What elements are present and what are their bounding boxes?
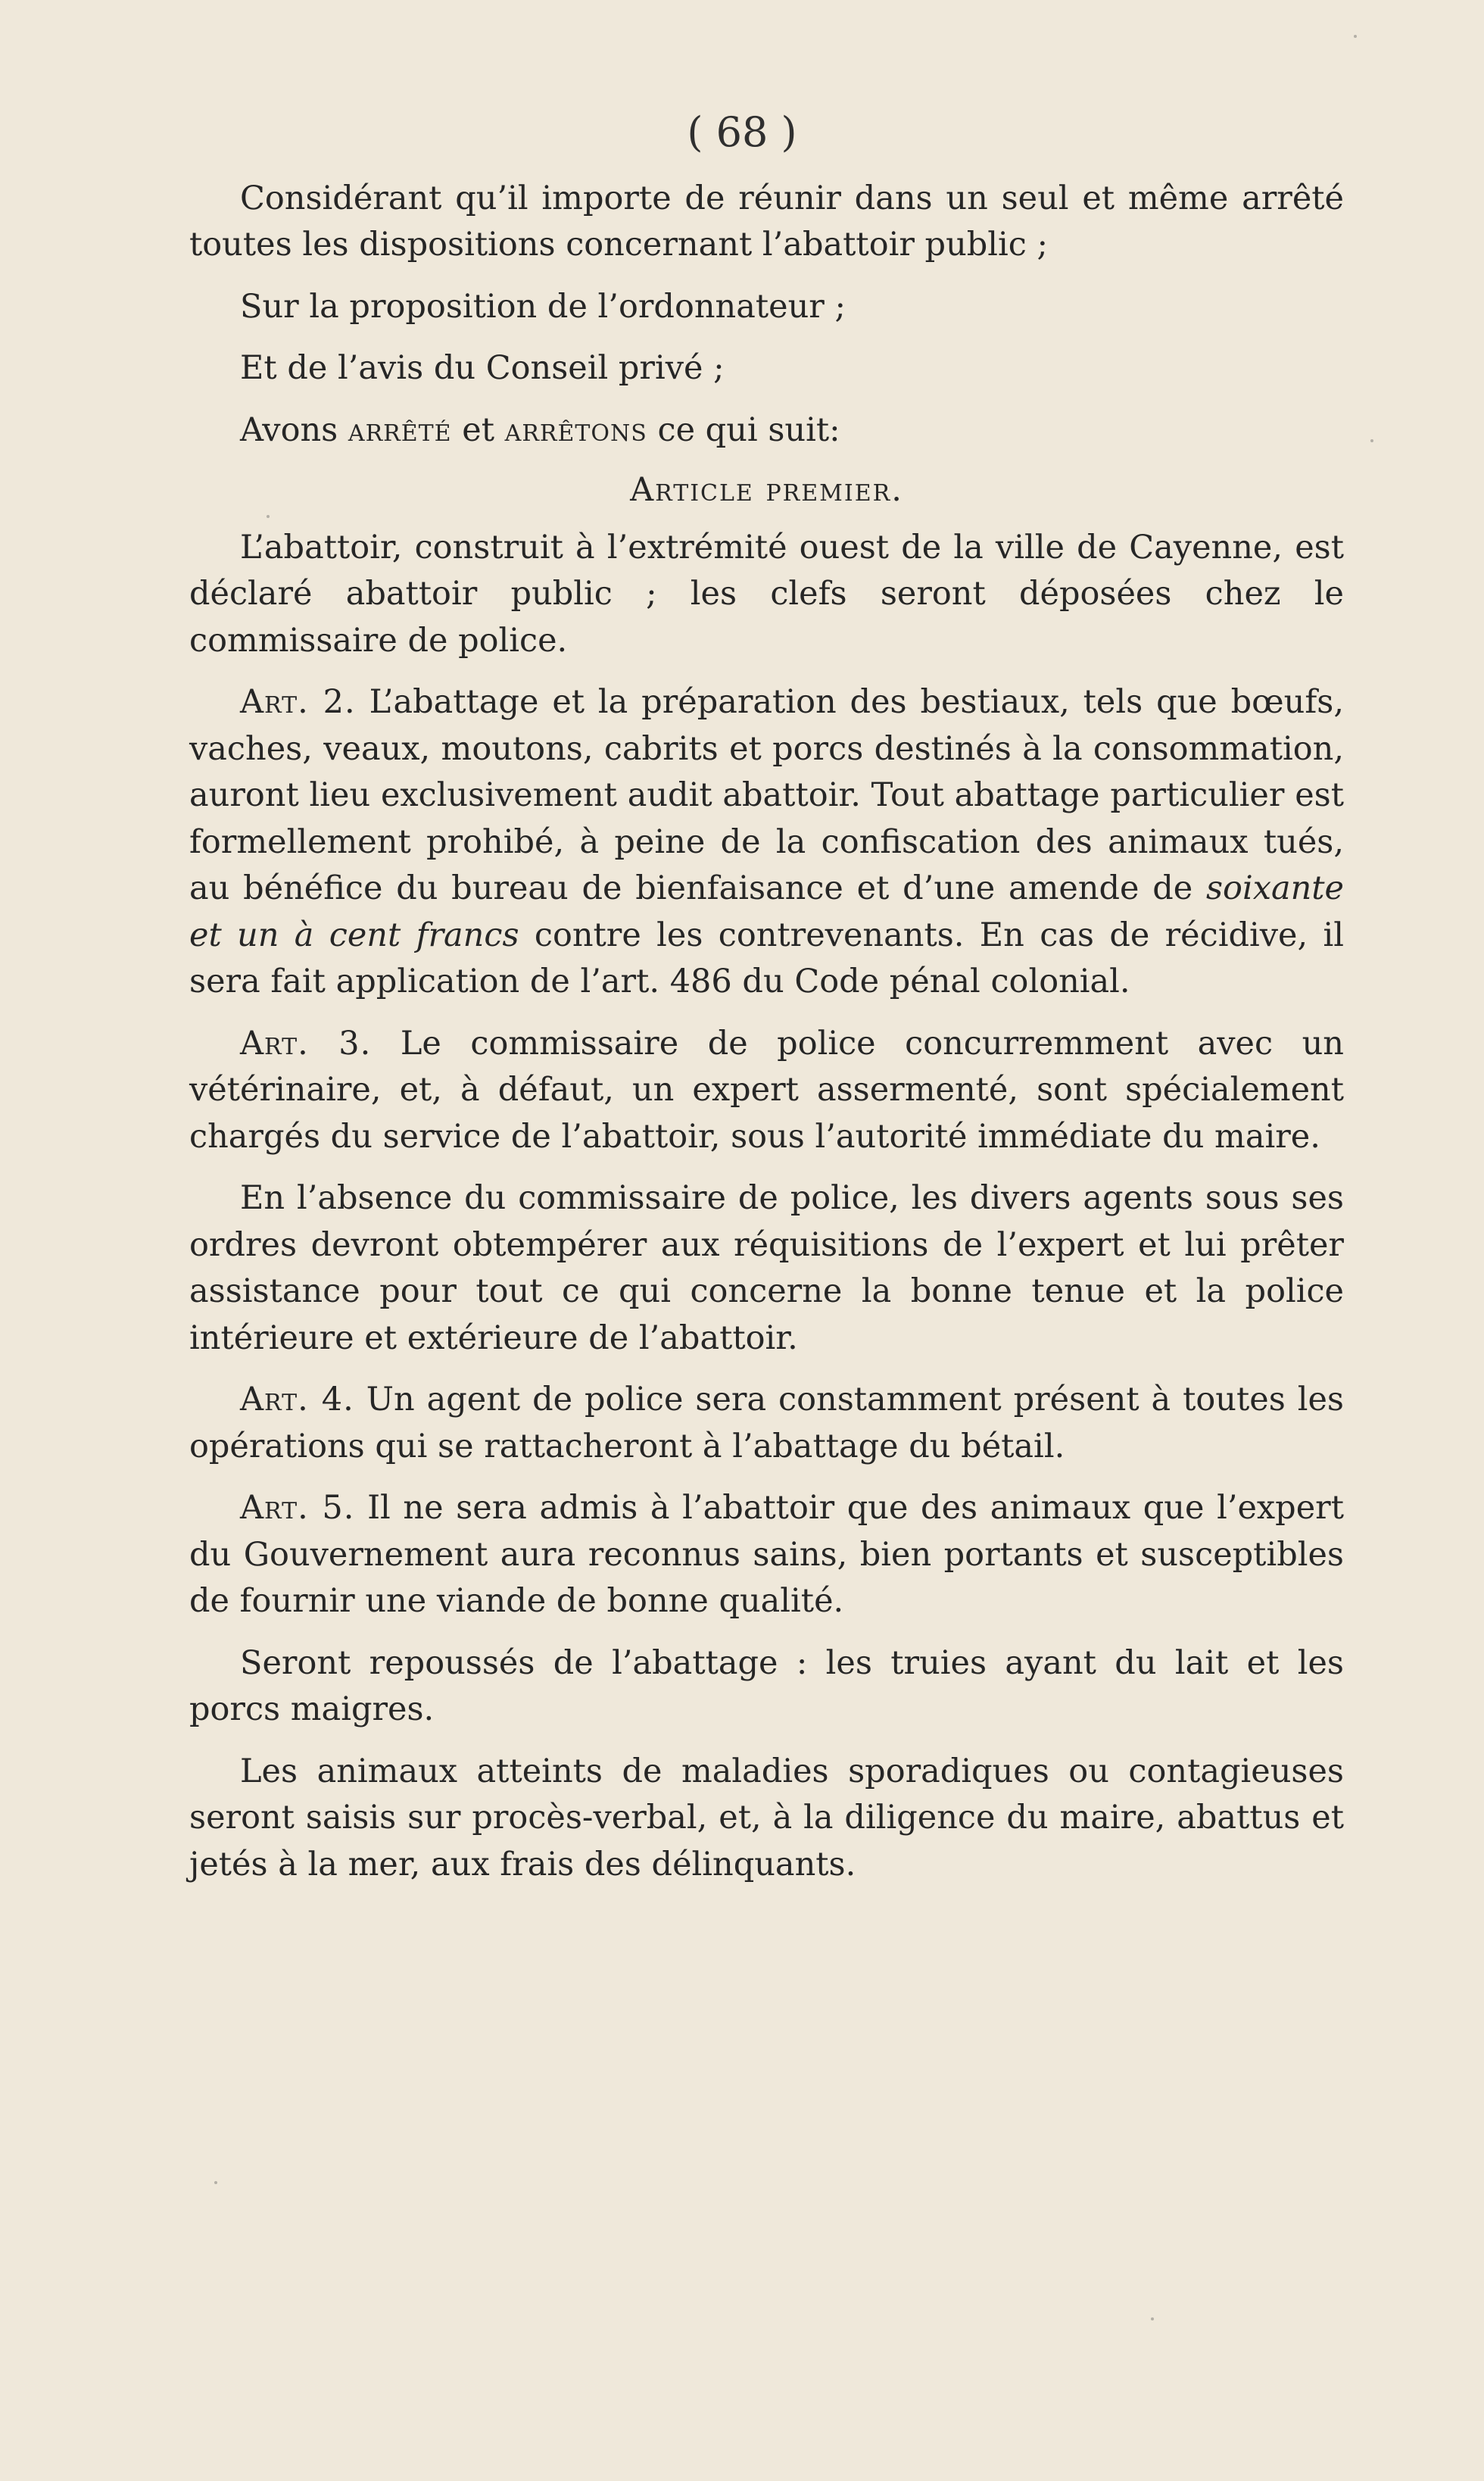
paper-speck (1151, 2317, 1154, 2320)
paragraph-article-4 (189, 1377, 1344, 1470)
paragraph-absence-commissaire: En l’absence du commissaire de police, les divers agents sous ses ordres devront obtempérer aux réquisitions de l’expert et lui prêter assistance pour tout ce qui concerne la bonne tenue et la police intérieure et extérieure de l’abattoir. (189, 1179, 1344, 1357)
article-2-label: Art. 2. (240, 683, 356, 722)
article-5-text: Il ne sera admis à l’abattoir que des animaux que l’expert du Gouvernement aura reconnus sains, bien portants et susceptibles de fournir une viande de bonne qualité. (189, 1489, 1344, 1621)
paragraph-article-3 (189, 1021, 1344, 1160)
paragraph-animaux-atteints: Les animaux atteints de maladies sporadiques ou contagieuses seront saisis sur procès-verbal, et, à la diligence du maire, abattus et jetés à la mer, aux frais des délinquants. (189, 1752, 1344, 1883)
article-heading: Article premier. (630, 471, 903, 510)
decree-lead: Avons (240, 410, 348, 449)
paragraph-article-2 (189, 679, 1344, 1005)
page-content (189, 176, 1344, 1903)
article-2-text-after: contre les contrevenants. En cas de récidive, il sera fait application de l’art. 486 du Code pénal colonial. (189, 916, 1344, 1001)
paper-speck (1354, 35, 1357, 38)
article-2-italic-amount: soixante et un à cent francs (189, 869, 1344, 954)
decree-tail: ce qui suit: (647, 410, 840, 449)
paragraph-decree (189, 407, 1344, 454)
paragraph-considerant: Considérant qu’il importe de réunir dans un seul et même arrêté toutes les dispositions concernant l’abattoir public ; (189, 179, 1344, 264)
paragraph-article-1: L’abattoir, construit à l’extrémité ouest de la ville de Cayenne, est déclaré abattoir public ; les clefs seront déposées chez le commissaire de police. (189, 528, 1344, 660)
paper-speck (267, 515, 270, 518)
article-4-label: Art. 4. (240, 1381, 354, 1419)
paper-speck (920, 1098, 923, 1101)
decree-mid: et (451, 410, 505, 449)
article-4-text: Un agent de police sera constamment présent à toutes les opérations qui se rattacheront à l’abattage du bétail. (189, 1381, 1344, 1465)
article-2-text-before: L’abattage et la préparation des bestiaux, tels que bœufs, vaches, veaux, moutons, cabrits et porcs destinés à la consommation, auront lieu exclusivement audit abattoir. Tout abattage particulier est formellement prohibé, à peine de la confiscation des animaux tués, au bénéfice du bureau de bienfaisance et d’une amende de (189, 683, 1344, 908)
paragraph-repousses: Seront repoussés de l’abattage : les truies ayant du lait et les porcs maigres. (189, 1643, 1344, 1729)
decree-word-arrete: arrêté (348, 410, 452, 449)
decree-word-arretons: arrêtons (504, 410, 647, 449)
paragraph-proposition: Sur la proposition de l’ordonnateur ; (240, 287, 846, 326)
paper-speck (214, 2181, 217, 2184)
paper-speck (1370, 439, 1373, 442)
paragraph-avis: Et de l’avis du Conseil privé ; (240, 349, 725, 388)
paragraph-article-5 (189, 1485, 1344, 1624)
article-3-label: Art. 3. (240, 1024, 372, 1063)
article-3-text: Le commissaire de police concurremment avec un vétérinaire, et, à défaut, un expert assermenté, sont spécialement chargés du service de l’abattoir, sous l’autorité immédiate du maire. (189, 1024, 1344, 1156)
page-number: ( 68 ) (687, 108, 797, 156)
article-5-label: Art. 5. (240, 1489, 355, 1528)
